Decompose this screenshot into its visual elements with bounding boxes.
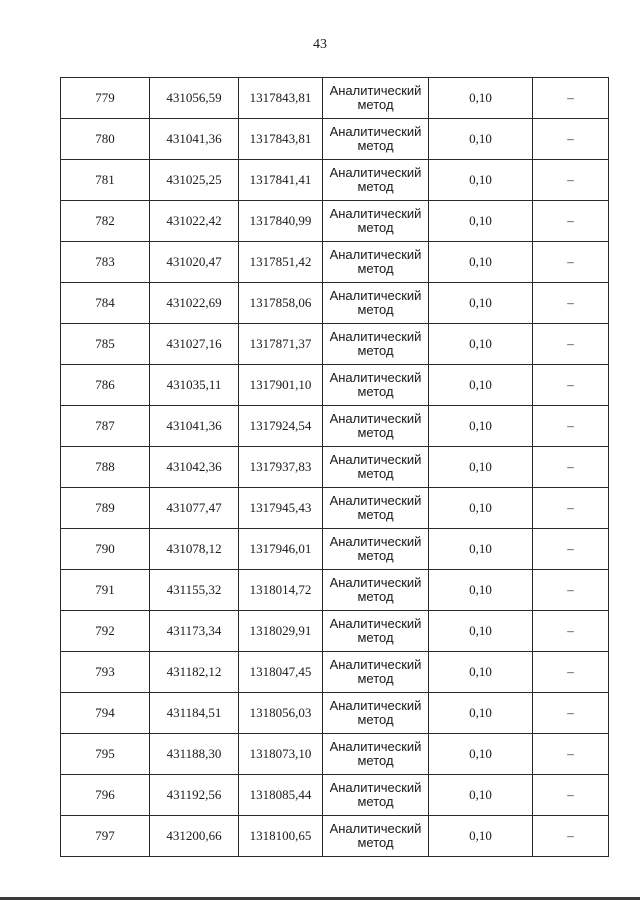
method-line-1: Аналитический: [329, 123, 422, 139]
note-cell: –: [533, 570, 609, 611]
method-line-2: метод: [357, 302, 394, 317]
table-row: [61, 570, 609, 611]
point-number-cell: 781: [61, 160, 150, 201]
method-line-2: метод: [357, 425, 394, 440]
method-line-1: Аналитический: [329, 451, 422, 467]
note-cell: –: [533, 734, 609, 775]
y-coordinate-cell: 1317871,37: [239, 324, 323, 365]
method-cell: [323, 365, 429, 406]
method-line-2: метод: [357, 589, 394, 604]
x-coordinate-cell: 431025,25: [150, 160, 239, 201]
method-line-2: метод: [357, 343, 394, 358]
y-coordinate-cell: 1318029,91: [239, 611, 323, 652]
x-coordinate-cell: 431022,42: [150, 201, 239, 242]
method-cell: [323, 570, 429, 611]
method-line-2: метод: [357, 179, 394, 194]
table-row: [61, 78, 609, 119]
table-row: [61, 734, 609, 775]
accuracy-cell: 0,10: [429, 447, 533, 488]
method-line-1: Аналитический: [329, 205, 422, 221]
point-number-cell: 791: [61, 570, 150, 611]
y-coordinate-cell: 1318047,45: [239, 652, 323, 693]
y-coordinate-cell: 1318100,65: [239, 816, 323, 857]
point-number-cell: 779: [61, 78, 150, 119]
method-cell: [323, 283, 429, 324]
method-line-1: Аналитический: [329, 574, 422, 590]
method-line-1: Аналитический: [329, 656, 422, 672]
note-cell: –: [533, 693, 609, 734]
note-cell: –: [533, 324, 609, 365]
point-number-cell: 789: [61, 488, 150, 529]
coordinates-table: [60, 77, 609, 857]
method-line-1: Аналитический: [329, 410, 422, 426]
accuracy-cell: 0,10: [429, 78, 533, 119]
point-number-cell: 794: [61, 693, 150, 734]
method-cell: [323, 242, 429, 283]
note-cell: –: [533, 816, 609, 857]
method-cell: [323, 447, 429, 488]
method-line-2: метод: [357, 794, 394, 809]
y-coordinate-cell: 1318014,72: [239, 570, 323, 611]
x-coordinate-cell: 431182,12: [150, 652, 239, 693]
point-number-cell: 785: [61, 324, 150, 365]
accuracy-cell: 0,10: [429, 283, 533, 324]
method-line-1: Аналитический: [329, 287, 422, 303]
method-line-1: Аналитический: [329, 697, 422, 713]
table-row: [61, 447, 609, 488]
method-cell: [323, 78, 429, 119]
table-row: [61, 652, 609, 693]
x-coordinate-cell: 431041,36: [150, 119, 239, 160]
accuracy-cell: 0,10: [429, 324, 533, 365]
accuracy-cell: 0,10: [429, 201, 533, 242]
table-row: [61, 283, 609, 324]
point-number-cell: 793: [61, 652, 150, 693]
method-line-2: метод: [357, 466, 394, 481]
point-number-cell: 787: [61, 406, 150, 447]
y-coordinate-cell: 1317841,41: [239, 160, 323, 201]
point-number-cell: 780: [61, 119, 150, 160]
note-cell: –: [533, 406, 609, 447]
y-coordinate-cell: 1317901,10: [239, 365, 323, 406]
method-line-1: Аналитический: [329, 820, 422, 836]
method-line-2: метод: [357, 630, 394, 645]
note-cell: –: [533, 119, 609, 160]
table-row: [61, 611, 609, 652]
point-number-cell: 790: [61, 529, 150, 570]
table-body: [61, 78, 609, 857]
page-number: 43: [313, 37, 327, 52]
accuracy-cell: 0,10: [429, 816, 533, 857]
note-cell: –: [533, 283, 609, 324]
method-line-2: метод: [357, 671, 394, 686]
method-cell: [323, 816, 429, 857]
note-cell: –: [533, 78, 609, 119]
table-row: [61, 529, 609, 570]
method-line-2: метод: [357, 220, 394, 235]
note-cell: –: [533, 529, 609, 570]
table-row: [61, 201, 609, 242]
method-cell: [323, 611, 429, 652]
x-coordinate-cell: 431027,16: [150, 324, 239, 365]
note-cell: –: [533, 201, 609, 242]
x-coordinate-cell: 431022,69: [150, 283, 239, 324]
x-coordinate-cell: 431020,47: [150, 242, 239, 283]
table-row: [61, 160, 609, 201]
table-row: [61, 119, 609, 160]
method-line-1: Аналитический: [329, 82, 422, 98]
y-coordinate-cell: 1317840,99: [239, 201, 323, 242]
table-row: [61, 365, 609, 406]
y-coordinate-cell: 1317937,83: [239, 447, 323, 488]
accuracy-cell: 0,10: [429, 570, 533, 611]
y-coordinate-cell: 1317945,43: [239, 488, 323, 529]
method-cell: [323, 488, 429, 529]
note-cell: –: [533, 160, 609, 201]
method-line-2: метод: [357, 261, 394, 276]
point-number-cell: 786: [61, 365, 150, 406]
x-coordinate-cell: 431035,11: [150, 365, 239, 406]
accuracy-cell: 0,10: [429, 734, 533, 775]
method-cell: [323, 529, 429, 570]
point-number-cell: 792: [61, 611, 150, 652]
method-line-1: Аналитический: [329, 533, 422, 549]
accuracy-cell: 0,10: [429, 529, 533, 570]
y-coordinate-cell: 1317946,01: [239, 529, 323, 570]
note-cell: –: [533, 611, 609, 652]
method-cell: [323, 775, 429, 816]
method-line-2: метод: [357, 97, 394, 112]
x-coordinate-cell: 431041,36: [150, 406, 239, 447]
method-line-2: метод: [357, 384, 394, 399]
x-coordinate-cell: 431056,59: [150, 78, 239, 119]
y-coordinate-cell: 1317858,06: [239, 283, 323, 324]
y-coordinate-cell: 1317851,42: [239, 242, 323, 283]
method-line-2: метод: [357, 835, 394, 850]
point-number-cell: 784: [61, 283, 150, 324]
method-cell: [323, 734, 429, 775]
accuracy-cell: 0,10: [429, 242, 533, 283]
table-row: [61, 775, 609, 816]
method-cell: [323, 119, 429, 160]
method-cell: [323, 652, 429, 693]
point-number-cell: 796: [61, 775, 150, 816]
method-line-2: метод: [357, 753, 394, 768]
table-row: [61, 406, 609, 447]
table-row: [61, 816, 609, 857]
accuracy-cell: 0,10: [429, 775, 533, 816]
method-line-1: Аналитический: [329, 164, 422, 180]
method-line-1: Аналитический: [329, 328, 422, 344]
note-cell: –: [533, 365, 609, 406]
method-line-1: Аналитический: [329, 492, 422, 508]
method-line-1: Аналитический: [329, 246, 422, 262]
method-line-1: Аналитический: [329, 738, 422, 754]
accuracy-cell: 0,10: [429, 693, 533, 734]
x-coordinate-cell: 431042,36: [150, 447, 239, 488]
method-cell: [323, 693, 429, 734]
method-cell: [323, 324, 429, 365]
method-line-1: Аналитический: [329, 779, 422, 795]
method-cell: [323, 201, 429, 242]
y-coordinate-cell: 1318085,44: [239, 775, 323, 816]
note-cell: –: [533, 447, 609, 488]
accuracy-cell: 0,10: [429, 406, 533, 447]
x-coordinate-cell: 431078,12: [150, 529, 239, 570]
table-row: [61, 242, 609, 283]
x-coordinate-cell: 431155,32: [150, 570, 239, 611]
y-coordinate-cell: 1317924,54: [239, 406, 323, 447]
accuracy-cell: 0,10: [429, 652, 533, 693]
point-number-cell: 797: [61, 816, 150, 857]
x-coordinate-cell: 431184,51: [150, 693, 239, 734]
method-line-2: метод: [357, 548, 394, 563]
accuracy-cell: 0,10: [429, 488, 533, 529]
note-cell: –: [533, 775, 609, 816]
table-row: [61, 488, 609, 529]
x-coordinate-cell: 431200,66: [150, 816, 239, 857]
method-line-2: метод: [357, 507, 394, 522]
x-coordinate-cell: 431077,47: [150, 488, 239, 529]
y-coordinate-cell: 1318056,03: [239, 693, 323, 734]
accuracy-cell: 0,10: [429, 365, 533, 406]
note-cell: –: [533, 488, 609, 529]
accuracy-cell: 0,10: [429, 611, 533, 652]
x-coordinate-cell: 431173,34: [150, 611, 239, 652]
y-coordinate-cell: 1318073,10: [239, 734, 323, 775]
point-number-cell: 795: [61, 734, 150, 775]
y-coordinate-cell: 1317843,81: [239, 119, 323, 160]
method-line-2: метод: [357, 138, 394, 153]
point-number-cell: 782: [61, 201, 150, 242]
point-number-cell: 783: [61, 242, 150, 283]
method-cell: [323, 160, 429, 201]
method-line-2: метод: [357, 712, 394, 727]
method-line-1: Аналитический: [329, 615, 422, 631]
method-cell: [323, 406, 429, 447]
y-coordinate-cell: 1317843,81: [239, 78, 323, 119]
table-row: [61, 324, 609, 365]
point-number-cell: 788: [61, 447, 150, 488]
accuracy-cell: 0,10: [429, 119, 533, 160]
table-row: [61, 693, 609, 734]
accuracy-cell: 0,10: [429, 160, 533, 201]
note-cell: –: [533, 652, 609, 693]
note-cell: –: [533, 242, 609, 283]
x-coordinate-cell: 431188,30: [150, 734, 239, 775]
method-line-1: Аналитический: [329, 369, 422, 385]
x-coordinate-cell: 431192,56: [150, 775, 239, 816]
